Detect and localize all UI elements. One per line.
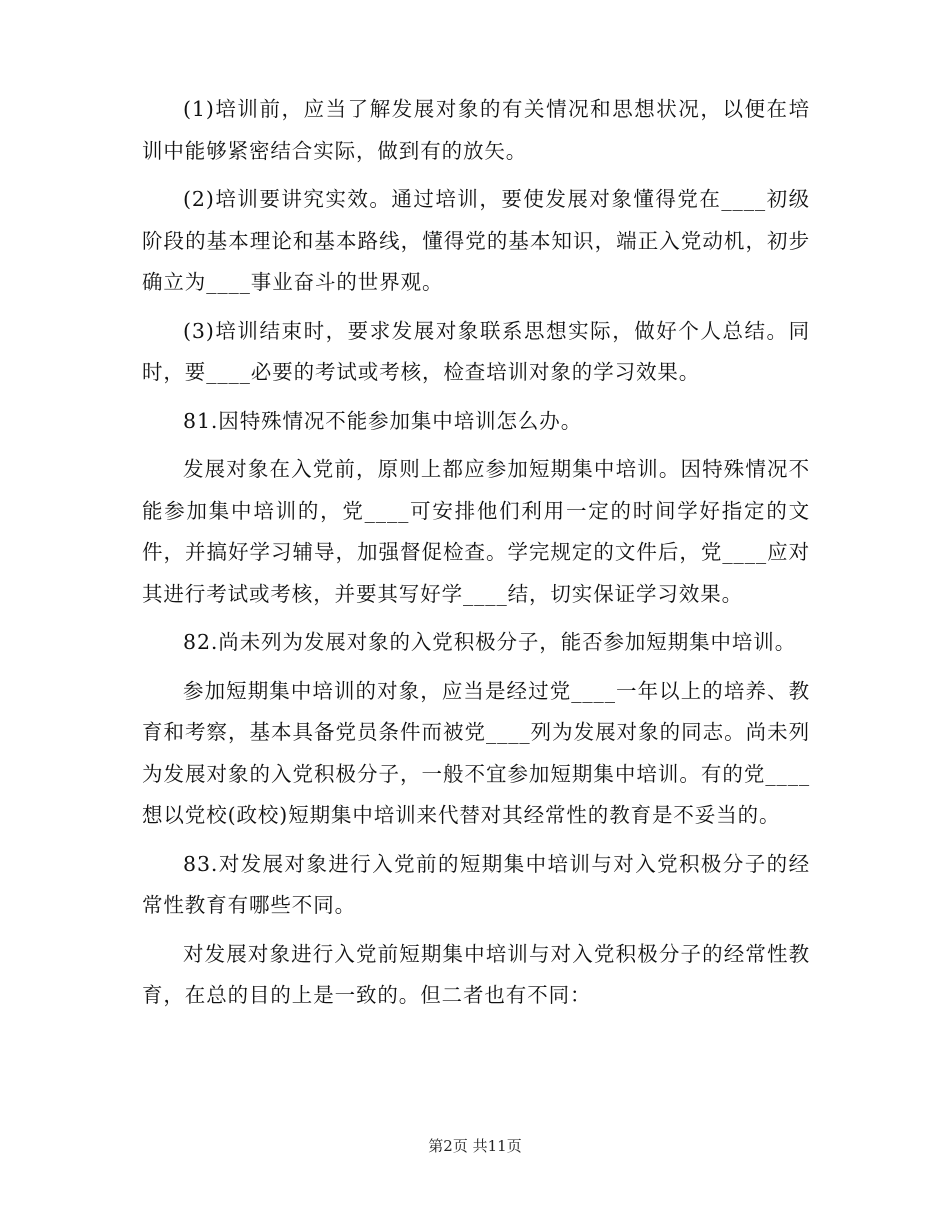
question-81-heading: 81.因特殊情况不能参加集中培训怎么办。 — [183, 408, 583, 433]
question-83-answer: 对发展对象进行入党前短期集中培训与对入党积极分子的经常性教育，在总的目的上是一致的。但二者也有不同： — [142, 941, 810, 1007]
question-83-heading: 83.对发展对象进行入党前的短期集中培训与对入党积极分子的经常性教育有哪些不同。 — [142, 851, 810, 917]
document-body — [142, 89, 810, 1024]
paragraph-item-1-3: (3)培训结束时，要求发展对象联系思想实际，做好个人总结。同时，要____必要的考试或考核，检查培训对象的学习效果。 — [142, 318, 810, 384]
paragraph-item-1-1: (1)培训前，应当了解发展对象的有关情况和思想状况，以便在培训中能够紧密结合实际，做到有的放矢。 — [142, 97, 810, 163]
question-82-heading: 82.尚未列为发展对象的入党积极分子，能否参加短期集中培训。 — [183, 630, 797, 654]
question-82-answer: 参加短期集中培训的对象，应当是经过党____一年以上的培养、教育和考察，基本具备党员条件而被党____列为发展对象的同志。尚未列为发展对象的入党积极分子，一般不宜参加短期集中培训。有的党____想以党校(政校)短期集中培训来代替对其经常性的教育是不妥当的。 — [142, 678, 810, 827]
question-81-answer: 发展对象在入党前，原则上都应参加短期集中培训。因特殊情况不能参加集中培训的，党____可安排他们利用一定的时间学好指定的文件，并搞好学习辅导，加强督促检查。学完规定的文件后，党____应对其进行考试或考核，并要其写好学____结，切实保证学习效果。 — [142, 457, 810, 606]
page-number-footer: 第2页 共11页 — [428, 1137, 522, 1155]
paragraph-item-1-2: (2)培训要讲究实效。通过培训，要使发展对象懂得党在____初级阶段的基本理论和基本路线，懂得党的基本知识，端正入党动机，初步确立为____事业奋斗的世界观。 — [142, 187, 810, 294]
